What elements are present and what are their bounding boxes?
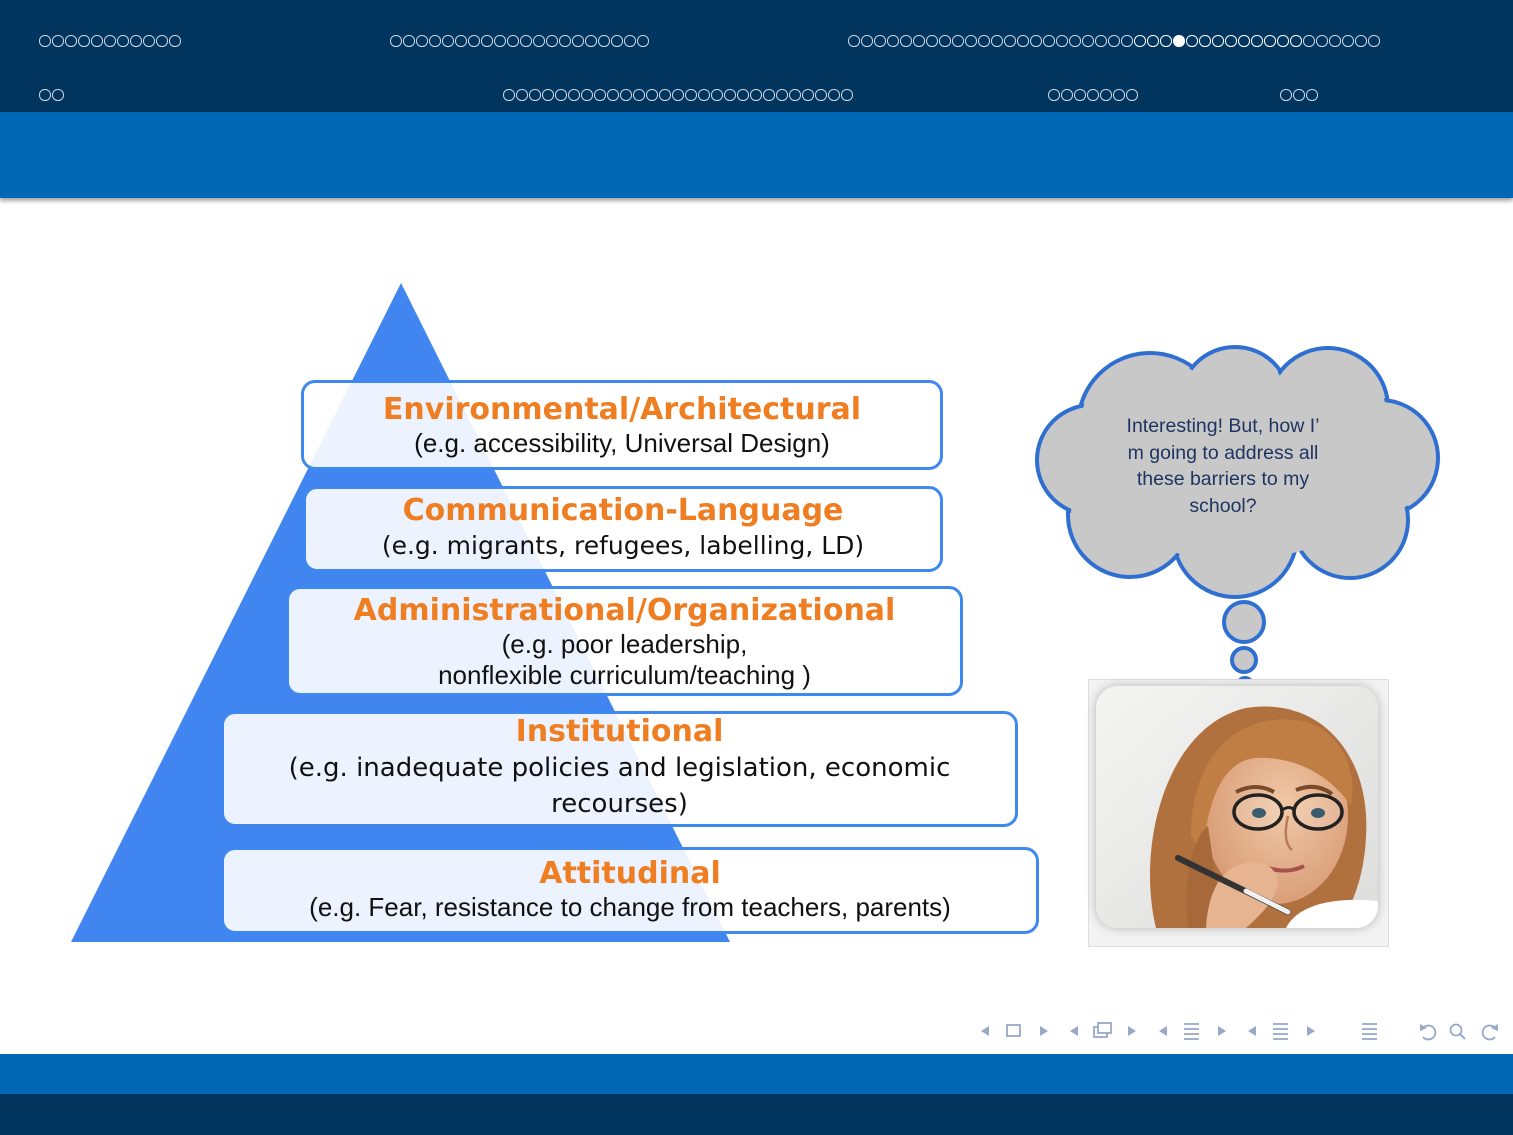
subsection-icon[interactable] [1094,1023,1111,1037]
pyramid-level-communication [303,486,943,572]
level-description-line-2: nonflexible curriculum/teaching ) [438,660,811,690]
level-description: (e.g. Fear, resistance to change from teachers, parents) [309,892,951,922]
level-title: Environmental/Architectural [382,392,862,427]
level-description: (e.g. migrants, refugees, labelling, LD) [381,531,865,560]
search-icon[interactable] [1451,1025,1466,1040]
prev-part-arrow-icon[interactable] [1248,1026,1256,1036]
next-frame-arrow-icon[interactable] [1040,1026,1048,1036]
prev-section-arrow-icon[interactable] [1159,1026,1167,1036]
prev-subsection-arrow-icon[interactable] [1070,1026,1078,1036]
thought-line-1: Interesting! But, how I’ [1126,415,1320,437]
thought-line-4: school? [1189,494,1257,517]
frame-icon[interactable] [1007,1025,1020,1036]
level-description-line-1: (e.g. poor leadership, [501,629,748,659]
pyramid-level-attitudinal [221,847,1039,934]
part-icon[interactable] [1273,1024,1288,1039]
level-description-line-1: (e.g. inadequate policies and legislation, economic [288,753,951,783]
thinking-teacher-photo [1096,686,1378,928]
thought-line-3: these barriers to my [1136,468,1310,490]
beamer-navigation-controls [975,1016,1505,1046]
level-description-line-2: recourses) [551,789,688,819]
level-title: Communication-Language [402,493,844,528]
next-subsection-arrow-icon[interactable] [1128,1026,1136,1036]
level-title: Administrational/Organizational [353,593,896,628]
pyramid-level-environmental [301,380,943,470]
pyramid-level-institutional [221,711,1018,827]
footer-dark-bar [0,1094,1513,1135]
document-icon[interactable] [1362,1024,1377,1039]
prev-frame-arrow-icon[interactable] [981,1026,989,1036]
footer-blue-bar [0,1054,1513,1094]
section-icon[interactable] [1184,1024,1199,1039]
next-part-arrow-icon[interactable] [1307,1026,1315,1036]
next-section-arrow-icon[interactable] [1218,1026,1226,1036]
thought-line-2: m going to address all [1127,441,1319,464]
pyramid-level-administrational [286,586,963,696]
thought-bubble-text [1108,413,1338,519]
forward-icon[interactable] [1483,1024,1498,1039]
level-description: (e.g. accessibility, Universal Design) [414,428,830,458]
level-title: Attitudinal [539,856,721,891]
level-title: Institutional [515,714,724,749]
back-icon[interactable] [1420,1024,1435,1039]
